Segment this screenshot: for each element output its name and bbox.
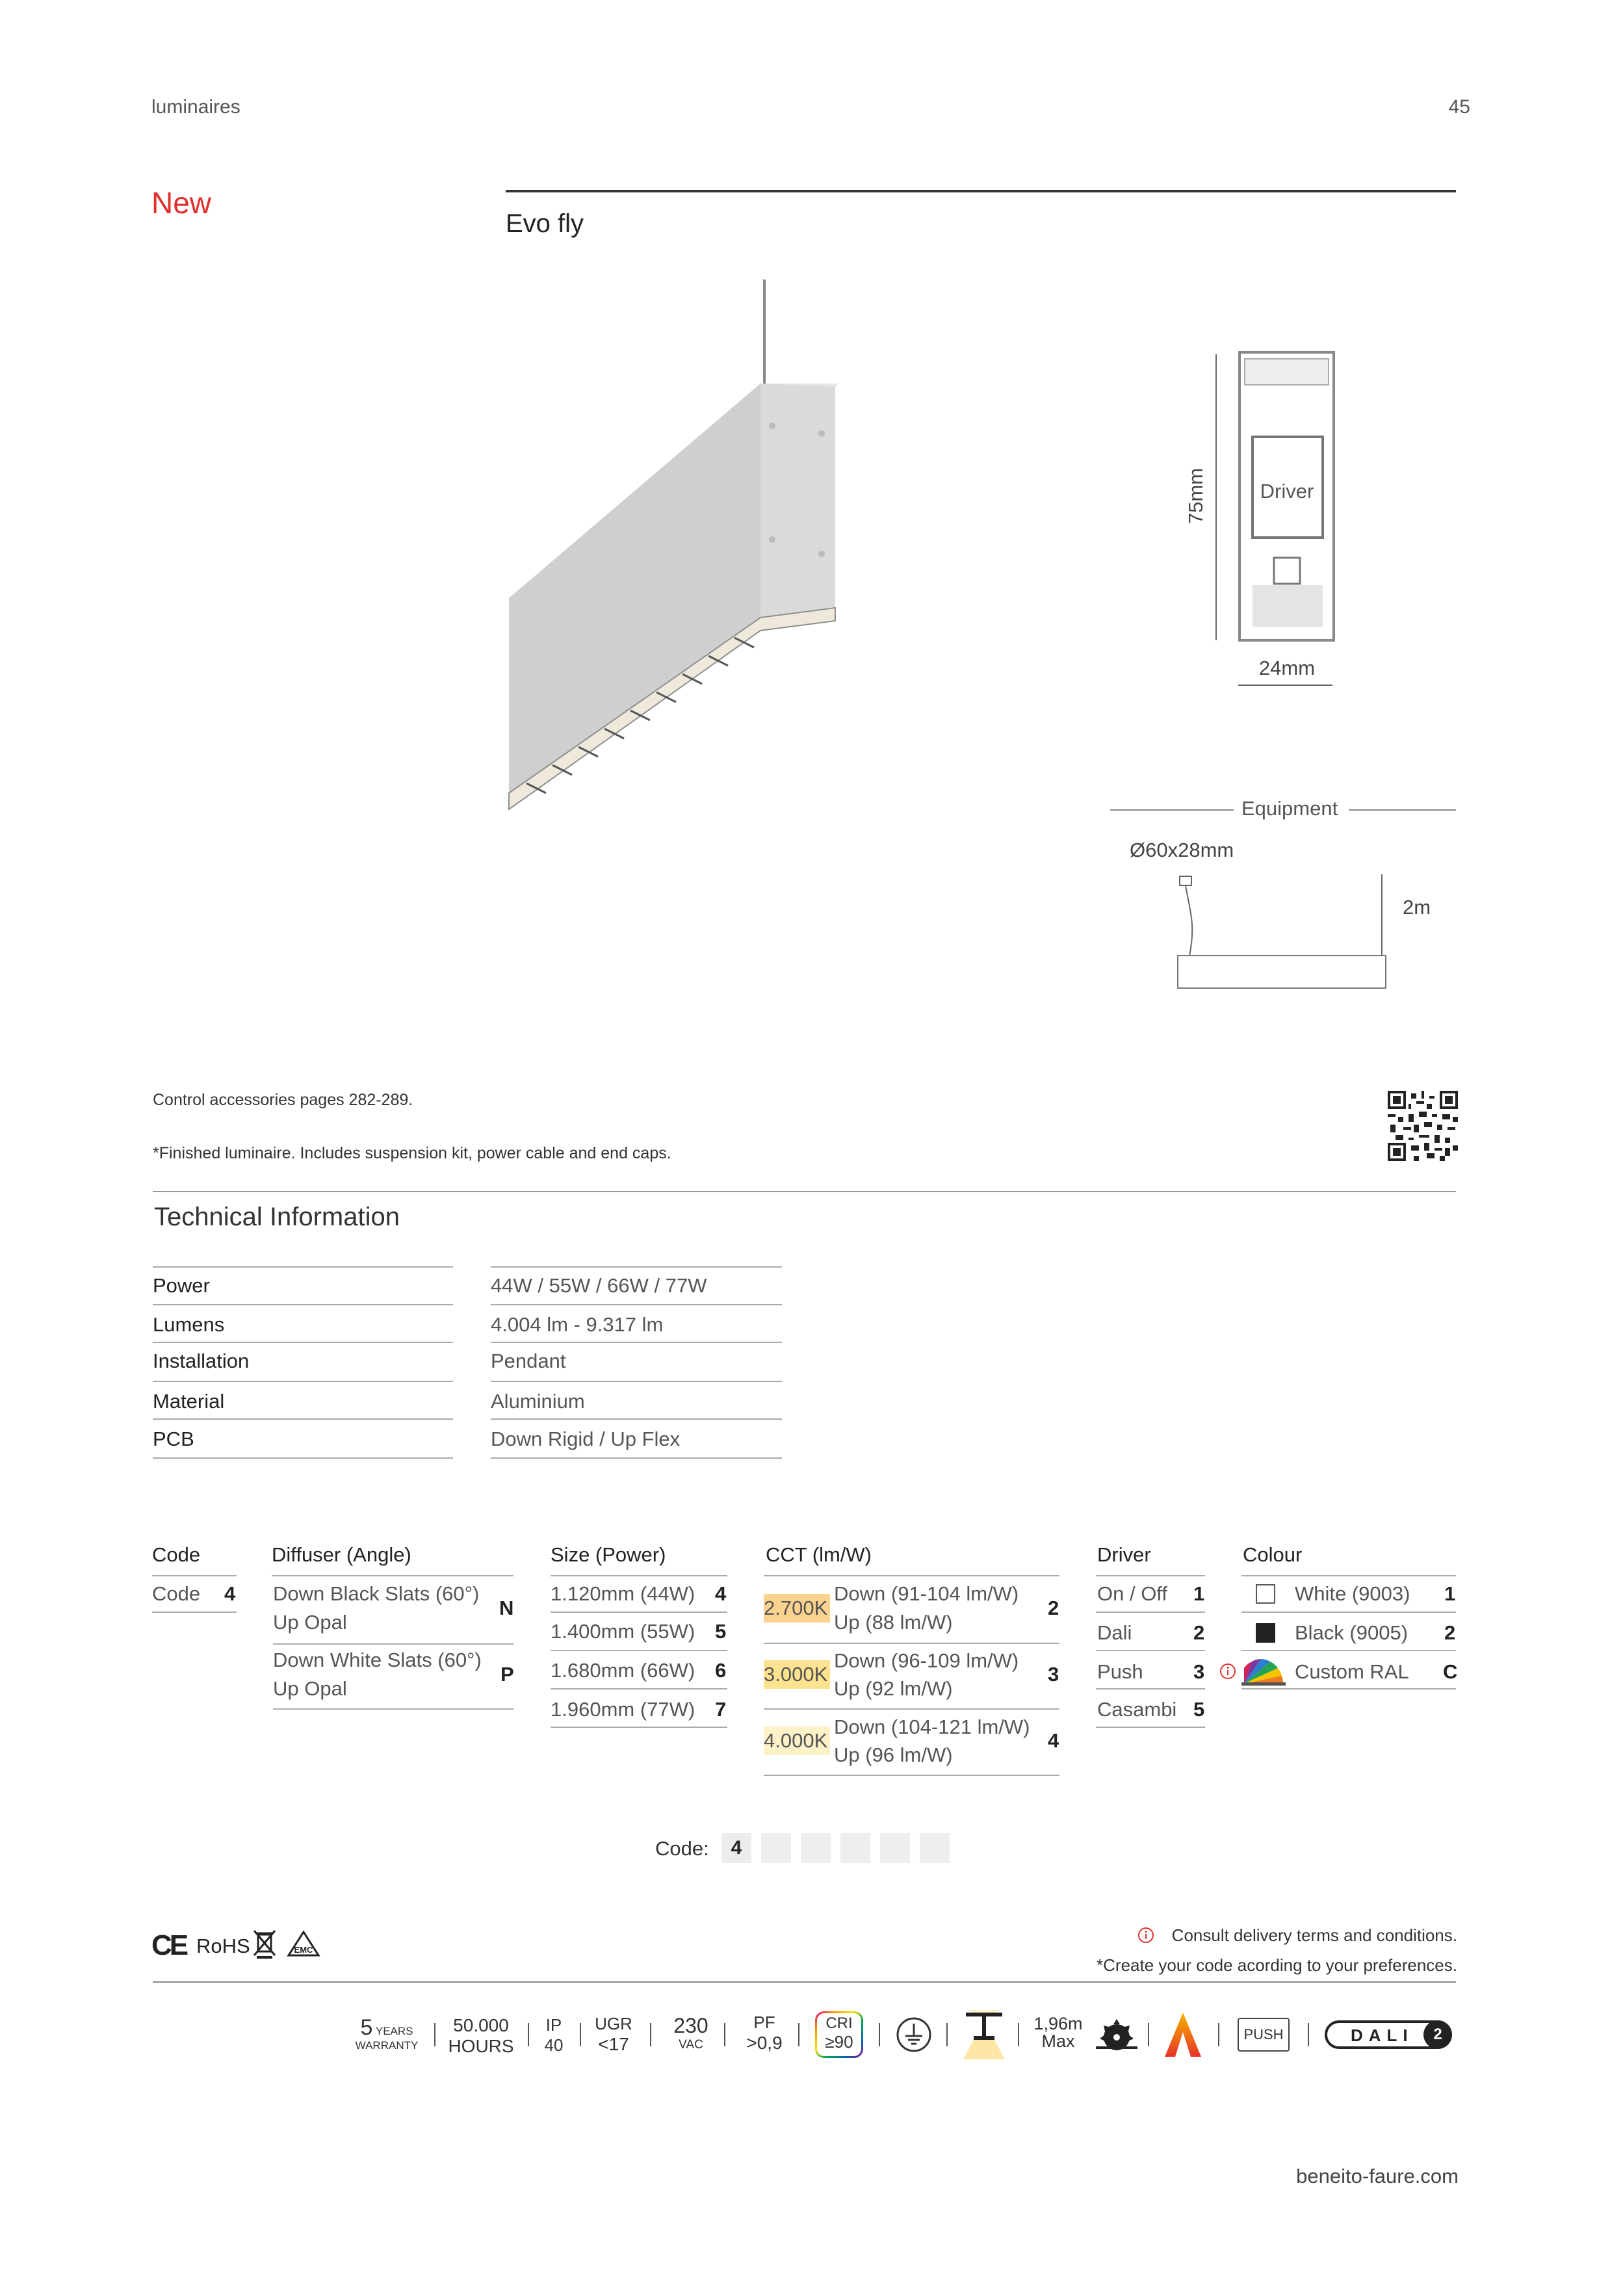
cct-4000-code: 4 <box>1048 1729 1059 1752</box>
white-swatch <box>1256 1584 1275 1604</box>
ugr-label: UGR <box>595 2014 632 2033</box>
tech-label-power: Power <box>153 1274 210 1297</box>
cri-label: CRI <box>825 2015 853 2032</box>
technical-title: Technical Information <box>154 1203 400 1231</box>
screw <box>818 430 825 437</box>
code-label: Code <box>152 1582 201 1605</box>
colour-white-code: 1 <box>1444 1582 1456 1605</box>
qr-code[interactable] <box>1388 1091 1458 1161</box>
driver-push-code: 3 <box>1193 1660 1205 1683</box>
diffuser-n-line1: Down Black Slats (60°) <box>273 1582 480 1605</box>
installation-diagram <box>1170 871 1404 995</box>
separator <box>650 2023 651 2046</box>
size-1960: 1.960mm (77W) <box>551 1698 695 1721</box>
ugr-value: <17 <box>598 2034 629 2054</box>
rohs-label: RoHS <box>196 1935 250 1957</box>
ip-rating <box>534 2015 573 2055</box>
pf-label: PF <box>753 2013 775 2032</box>
voltage-label: VAC <box>679 2038 703 2052</box>
footer-rule <box>153 1981 1456 1983</box>
colour-white: White (9003) <box>1295 1582 1410 1605</box>
code-slot-6[interactable] <box>920 1833 950 1863</box>
saw-blade-icon <box>1096 2014 1137 2055</box>
cct-2700-temp: 2.700K <box>764 1594 830 1623</box>
equipment-label: Equipment <box>1241 797 1338 820</box>
driver-onoff: On / Off <box>1097 1582 1167 1605</box>
control-note: Control accessories pages 282-289. <box>153 1091 413 1109</box>
voltage <box>662 2014 720 2052</box>
colour-custom: Custom RAL <box>1295 1660 1409 1683</box>
code-slot-1[interactable]: 4 <box>721 1833 751 1863</box>
tech-value-pcb: Down Rigid / Up Flex <box>491 1428 681 1450</box>
diffuser-p-line1: Down White Slats (60°) <box>273 1649 482 1671</box>
code-value: 4 <box>224 1582 236 1605</box>
driver-casambi: Casambi <box>1097 1698 1177 1721</box>
driver-casambi-code: 5 <box>1193 1698 1205 1721</box>
screw <box>769 536 775 543</box>
driver-onoff-code: 1 <box>1193 1582 1205 1605</box>
size-1120: 1.120mm (44W) <box>551 1582 695 1605</box>
pf-value: >0,9 <box>746 2033 783 2053</box>
section-rule <box>153 1191 1456 1192</box>
screw <box>818 551 825 557</box>
cct-3000-line2: Up (92 lm/W) <box>834 1677 953 1700</box>
height-label: 75mm <box>1184 467 1207 525</box>
warranty-label: WARRANTY <box>355 2039 419 2052</box>
driver-dali: Dali <box>1097 1621 1132 1644</box>
earth-class-icon <box>896 2016 932 2053</box>
equipment-rule-left <box>1110 809 1234 811</box>
info-icon[interactable] <box>1137 1927 1154 1944</box>
tech-value-power: 44W / 55W / 66W / 77W <box>491 1274 707 1297</box>
diffuser-p-line2: Up Opal <box>273 1677 347 1700</box>
separator <box>1308 2023 1309 2046</box>
weee-icon <box>252 1928 277 1959</box>
header-cct: CCT (lm/W) <box>766 1543 872 1566</box>
tech-label-installation: Installation <box>153 1350 250 1372</box>
cri-value: ≥90 <box>825 2032 853 2052</box>
new-badge: New <box>151 186 212 220</box>
colour-black-code: 2 <box>1444 1621 1456 1644</box>
code-slot-3[interactable] <box>801 1833 831 1863</box>
warranty-years: YEARS <box>375 2025 413 2037</box>
create-note: *Create your code acording to your preferences. <box>1097 1955 1457 1975</box>
info-icon[interactable] <box>1219 1663 1236 1680</box>
product-title: Evo fly <box>506 209 584 238</box>
separator <box>798 2023 799 2046</box>
cct-2700-line2: Up (88 lm/W) <box>834 1611 953 1634</box>
finished-note: *Finished luminaire. Includes suspension kit, power cable and end caps. <box>153 1144 671 1162</box>
driver-label: Driver <box>1260 480 1314 502</box>
tech-value-installation: Pendant <box>491 1350 566 1372</box>
separator <box>1148 2023 1149 2046</box>
dali-label: DALI <box>1351 2026 1414 2045</box>
cct-4000-line1: Down (104-121 lm/W) <box>834 1715 1030 1738</box>
ce-mark: CE <box>151 1929 187 1961</box>
tech-label-lumens: Lumens <box>153 1313 225 1336</box>
separator <box>528 2023 529 2046</box>
website[interactable]: beneito-faure.com <box>1296 2165 1459 2187</box>
header-driver: Driver <box>1097 1543 1151 1566</box>
emc-icon <box>286 1929 321 1958</box>
separator <box>879 2023 880 2046</box>
ral-fan-icon <box>1240 1655 1287 1688</box>
code-slot-2[interactable] <box>761 1833 791 1863</box>
dali-badge <box>1325 2020 1452 2049</box>
tech-value-material: Aluminium <box>491 1390 585 1413</box>
title-rule <box>506 190 1456 192</box>
diffuser-n-code: N <box>499 1597 514 1619</box>
consult-note: Consult delivery terms and conditions. <box>1171 1925 1457 1945</box>
size-1400: 1.400mm (55W) <box>551 1620 695 1643</box>
cct-4000-temp: 4.000K <box>764 1727 830 1755</box>
header-size: Size (Power) <box>551 1543 666 1566</box>
luminaire-side <box>509 384 760 793</box>
diffuser-p-code: P <box>500 1663 514 1686</box>
luminaire-end <box>760 384 835 618</box>
push-badge: PUSH <box>1238 2018 1290 2052</box>
size-1680: 1.680mm (66W) <box>551 1659 695 1682</box>
hours-label: HOURS <box>448 2036 514 2056</box>
separator <box>1218 2023 1219 2046</box>
cct-3000-code: 3 <box>1048 1663 1059 1686</box>
warranty <box>351 2015 422 2052</box>
max-length-value: 1,96m <box>1033 2014 1083 2033</box>
separator <box>580 2023 581 2046</box>
cct-3000-line1: Down (96-109 lm/W) <box>834 1649 1019 1672</box>
size-1400-code: 5 <box>715 1620 727 1643</box>
diffuser-n-line2: Up Opal <box>273 1611 347 1634</box>
hours-number: 50.000 <box>453 2015 509 2035</box>
height-dimension-line <box>1215 354 1217 640</box>
ugr-rating <box>588 2014 640 2055</box>
dali-version: 2 <box>1423 2020 1452 2049</box>
power-factor <box>738 2013 790 2054</box>
svg-text:EMC: EMC <box>294 1945 313 1955</box>
separator <box>946 2023 948 2046</box>
size-1960-code: 7 <box>715 1698 727 1721</box>
size-1680-code: 6 <box>715 1659 727 1682</box>
width-label: 24mm <box>1258 657 1316 679</box>
lifetime-hours <box>442 2015 520 2057</box>
light-beam-icon <box>1163 2013 1202 2058</box>
max-length-label: Max <box>1041 2031 1075 2051</box>
size-1120-code: 4 <box>715 1582 727 1605</box>
voltage-number: 230 <box>673 2014 708 2037</box>
cct-4000-line2: Up (96 lm/W) <box>834 1743 953 1766</box>
header-colour: Colour <box>1243 1543 1303 1566</box>
max-length <box>1026 2014 1091 2052</box>
ip-label: IP <box>545 2015 562 2035</box>
driver-push: Push <box>1097 1660 1143 1683</box>
header-diffuser: Diffuser (Angle) <box>272 1543 411 1566</box>
warranty-number: 5 <box>360 2015 373 2040</box>
code-slot-5[interactable] <box>880 1833 910 1863</box>
colour-custom-code: C <box>1443 1660 1458 1683</box>
driver-dali-code: 2 <box>1193 1621 1205 1644</box>
tech-value-lumens: 4.004 lm - 9.317 lm <box>491 1313 664 1336</box>
separator <box>434 2023 435 2046</box>
header-code: Code <box>152 1543 201 1566</box>
width-dimension-line <box>1238 685 1332 686</box>
cct-3000-temp: 3.000K <box>764 1660 830 1689</box>
cct-2700-code: 2 <box>1048 1597 1059 1619</box>
cable-length-label: 2m <box>1403 896 1431 919</box>
separator <box>724 2023 725 2046</box>
ip-value: 40 <box>544 2035 564 2055</box>
up-down-light-icon <box>961 2010 1007 2059</box>
tech-label-pcb: PCB <box>153 1428 194 1450</box>
colour-black: Black (9005) <box>1295 1621 1409 1644</box>
cct-2700-line1: Down (91-104 lm/W) <box>834 1582 1019 1605</box>
cri-badge <box>815 2011 863 2058</box>
product-image <box>500 280 851 813</box>
section-label: luminaires <box>151 96 240 118</box>
page-number: 45 <box>1448 96 1470 118</box>
code-builder-label: Code: <box>655 1837 709 1860</box>
equipment-rule-right <box>1349 809 1456 811</box>
black-swatch <box>1256 1623 1275 1643</box>
code-slot-4[interactable] <box>840 1833 870 1863</box>
canopy-label: Ø60x28mm <box>1130 839 1234 861</box>
tech-label-material: Material <box>153 1390 225 1413</box>
screw <box>769 423 775 429</box>
separator <box>1018 2023 1019 2046</box>
